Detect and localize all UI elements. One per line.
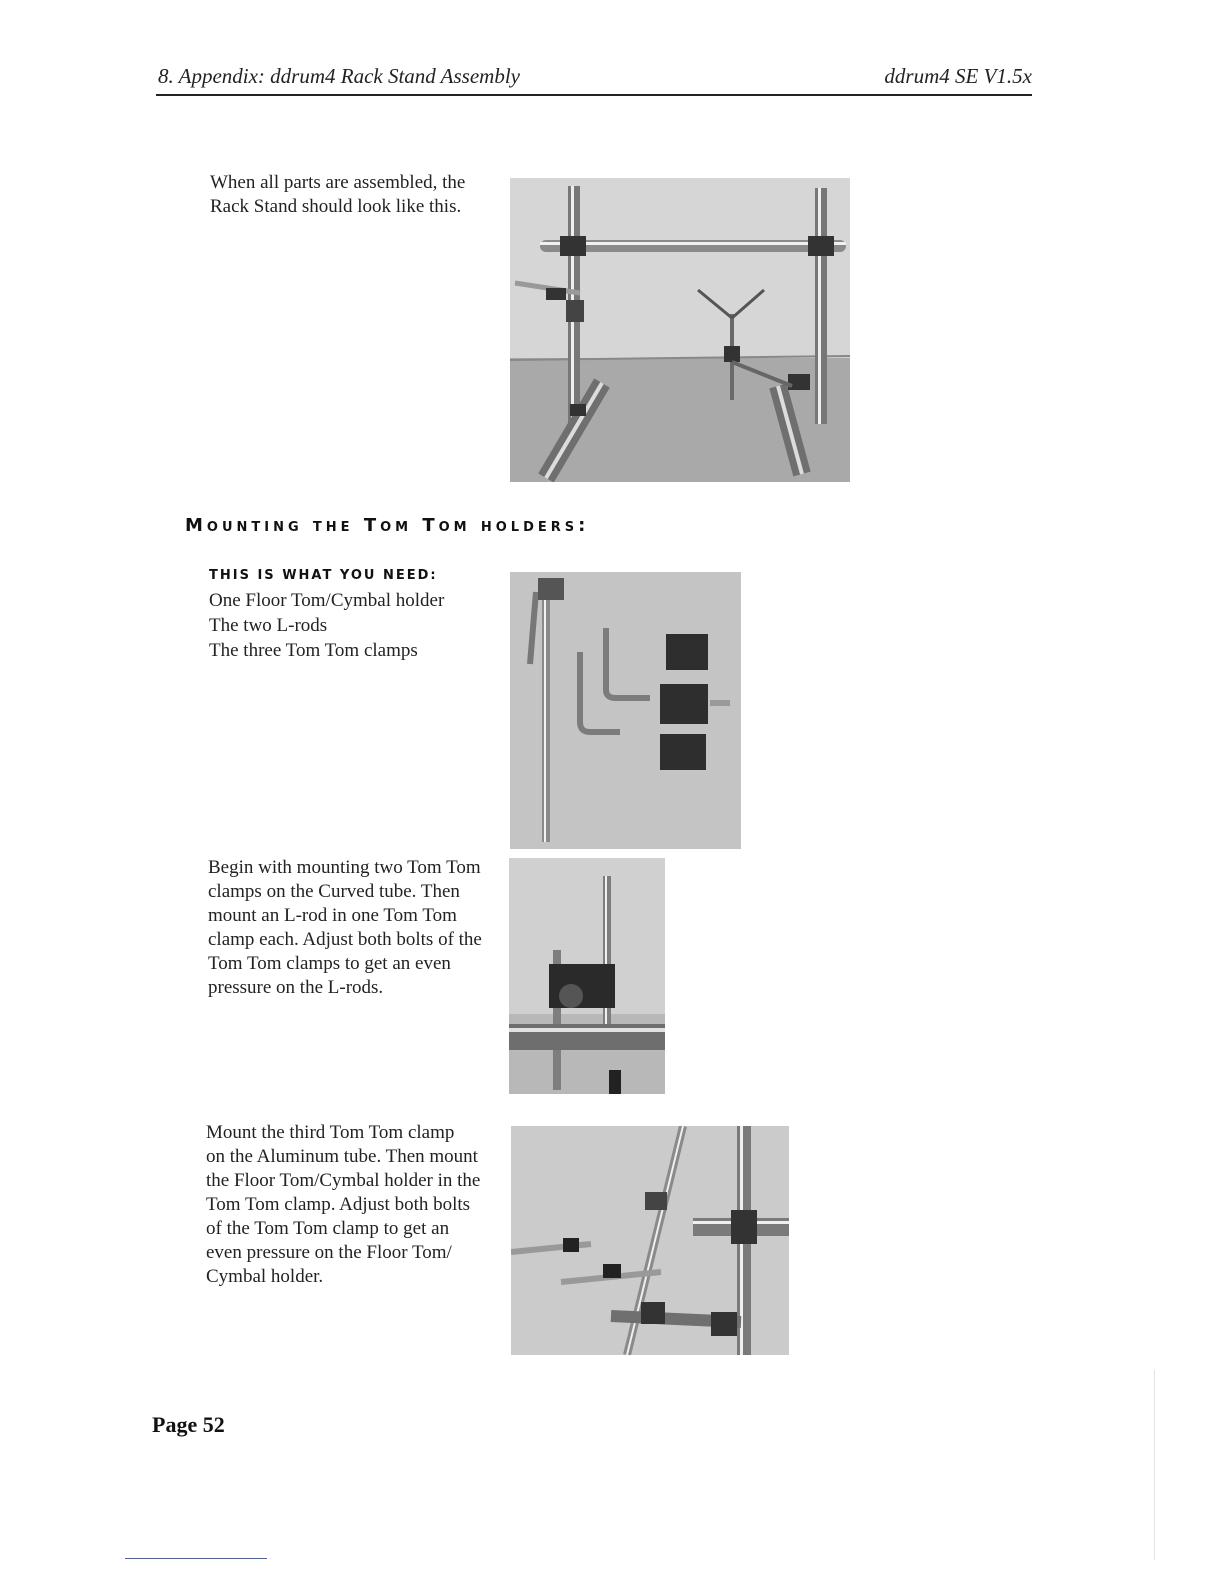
intro-line: Rack Stand should look like this. bbox=[210, 196, 462, 217]
step2-paragraph bbox=[206, 1121, 480, 1289]
step2-line: on the Aluminum tube. Then mount bbox=[206, 1146, 478, 1167]
step2-line: the Floor Tom/Cymbal holder in the bbox=[206, 1170, 481, 1191]
header-rule bbox=[156, 94, 1032, 96]
margin-line bbox=[1154, 1370, 1155, 1560]
parts-photo bbox=[510, 572, 741, 849]
step2-line: Mount the third Tom Tom clamp bbox=[206, 1122, 455, 1143]
running-header-left: 8. Appendix: ddrum4 Rack Stand Assembly bbox=[158, 64, 520, 88]
step1-line: Tom Tom clamps to get an even bbox=[208, 953, 451, 974]
step2-line: even pressure on the Floor Tom/ bbox=[206, 1242, 452, 1263]
intro-line: When all parts are assembled, the bbox=[210, 172, 466, 193]
step1-line: clamp each. Adjust both bolts of the bbox=[208, 929, 482, 950]
running-header-right: ddrum4 SE V1.5x bbox=[884, 64, 1032, 88]
parts-list bbox=[209, 588, 444, 663]
list-item: The two L-rods bbox=[209, 615, 328, 636]
step1-line: clamps on the Curved tube. Then bbox=[208, 881, 460, 902]
footer-line bbox=[125, 1558, 267, 1559]
section-heading: Mounting the Tom Tom holders: bbox=[185, 515, 590, 536]
step1-line: mount an L-rod in one Tom Tom bbox=[208, 905, 457, 926]
page-number: Page 52 bbox=[152, 1412, 225, 1437]
floor-tom-holder-photo bbox=[511, 1126, 789, 1355]
assembled-rack-photo bbox=[510, 178, 850, 482]
step2-line: of the Tom Tom clamp to get an bbox=[206, 1218, 450, 1239]
step1-line: Begin with mounting two Tom Tom bbox=[208, 857, 481, 878]
intro-paragraph bbox=[210, 171, 465, 219]
subheading: THIS IS WHAT YOU NEED: bbox=[209, 568, 438, 583]
step2-line: Cymbal holder. bbox=[206, 1266, 324, 1287]
tom-clamp-photo bbox=[509, 858, 665, 1094]
step1-line: pressure on the L-rods. bbox=[208, 977, 384, 998]
step1-paragraph bbox=[208, 856, 482, 1000]
step2-line: Tom Tom clamp. Adjust both bolts bbox=[206, 1194, 471, 1215]
list-item: The three Tom Tom clamps bbox=[209, 640, 418, 661]
list-item: One Floor Tom/Cymbal holder bbox=[209, 590, 445, 611]
